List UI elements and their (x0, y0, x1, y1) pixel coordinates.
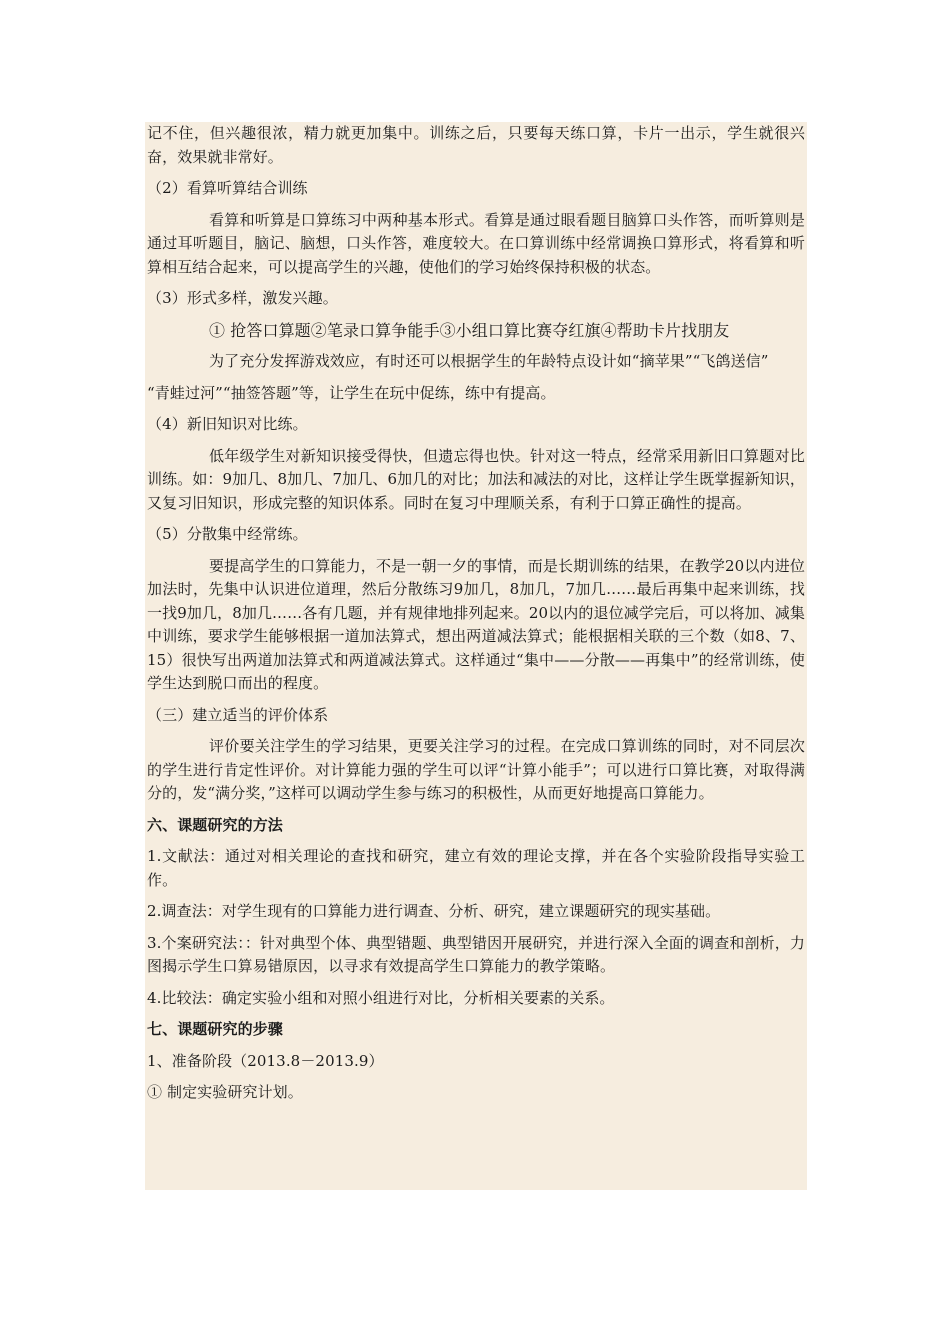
method-4: 4.比较法：确定实验小组和对照小组进行对比，分析相关要素的关系。 (147, 988, 615, 1007)
subheading-evaluation: （三）建立适当的评价体系 (147, 705, 329, 724)
paragraph-5: 要提高学生的口算能力，不是一朝一夕的事情，而是长期训练的结果，在教学20以内进位加法时，先集中认识进位道理，然后分散练习9加几，8加几，7加几……最后再集中起来训练，找一找9加几，8加几……各有几题，并有规律地排列起来。20以内的退位减学完后，可以将加、减集中训练，要求学生能够根据一道加法算式，想出两道减法算式；能根据相关联的三个数（如8、7、15）很快写出两道加法算式和两道减法算式。这样通过“集中——分散——再集中”的经常训练，使学生达到脱口而出的程度。 (147, 556, 805, 692)
method-1: 1.文献法：通过对相关理论的查找和研究，建立有效的理论支撑，并在各个实验阶段指导实验工作。 (147, 847, 805, 889)
paragraph-4: 低年级学生对新知识接受得快，但遗忘得也快。针对这一特点，经常采用新旧口算题对比训练。如：9加几、8加几、7加几、6加几的对比；加法和减法的对比，这样让学生既掌握新知识，又复习旧知识，形成完整的知识体系。同时在复习中理顺关系，有利于口算正确性的提高。 (147, 446, 805, 512)
step-1: 1、准备阶段（2013.8－2013.9） (147, 1051, 384, 1070)
step-1-item-1: ① 制定实验研究计划。 (147, 1083, 303, 1101)
document-content (145, 122, 807, 1190)
section-heading-steps: 七、课题研究的步骤 (147, 1020, 283, 1038)
method-3: 3.个案研究法：：针对典型个体、典型错题、典型错因开展研究，并进行深入全面的调查和剖析，力图揭示学生口算易错原因，以寻求有效提高学生口算能力的教学策略。 (147, 933, 805, 975)
subheading-3: （3）形式多样，激发兴趣。 (147, 289, 338, 307)
method-2: 2.调查法：对学生现有的口算能力进行调查、分析、研究，建立课题研究的现实基础。 (147, 902, 721, 920)
activity-list: ① 抢答口算题②笔录口算争能手③小组口算比赛夺红旗④帮助卡片找朋友 (209, 320, 730, 340)
paragraph-1: 记不住，但兴趣很浓，精力就更加集中。训练之后，只要每天练口算，卡片一出示，学生就很兴奋，效果就非常好。 (147, 124, 805, 166)
paragraph-3a: 为了充分发挥游戏效应，有时还可以根据学生的年龄特点设计如“摘苹果”“飞鸽送信” (209, 352, 769, 370)
subheading-4: （4）新旧知识对比练。 (147, 415, 308, 433)
paragraph-evaluation: 评价要关注学生的学习结果，更要关注学习的过程。在完成口算训练的同时，对不同层次的学生进行肯定性评价。对计算能力强的学生可以评“计算小能手”；可以进行口算比赛，对取得满分的，发“满分奖，”这样可以调动学生参与练习的积极性，从而更好地提高口算能力。 (147, 737, 805, 802)
paragraph-2: 看算和听算是口算练习中两种基本形式。看算是通过眼看题目脑算口头作答，而听算则是通过耳听题目，脑记、脑想，口头作答，难度较大。在口算训练中经常调换口算形式，将看算和听算相互结合起来，可以提高学生的兴趣，使他们的学习始终保持积极的状态。 (147, 210, 805, 276)
paragraph-3b: “青蛙过河”“抽签答题”等，让学生在玩中促练，练中有提高。 (147, 383, 556, 402)
section-heading-methods: 六、课题研究的方法 (147, 815, 283, 834)
subheading-2: （2）看算听算结合训练 (147, 179, 308, 197)
subheading-5: （5）分散集中经常练。 (147, 525, 308, 543)
